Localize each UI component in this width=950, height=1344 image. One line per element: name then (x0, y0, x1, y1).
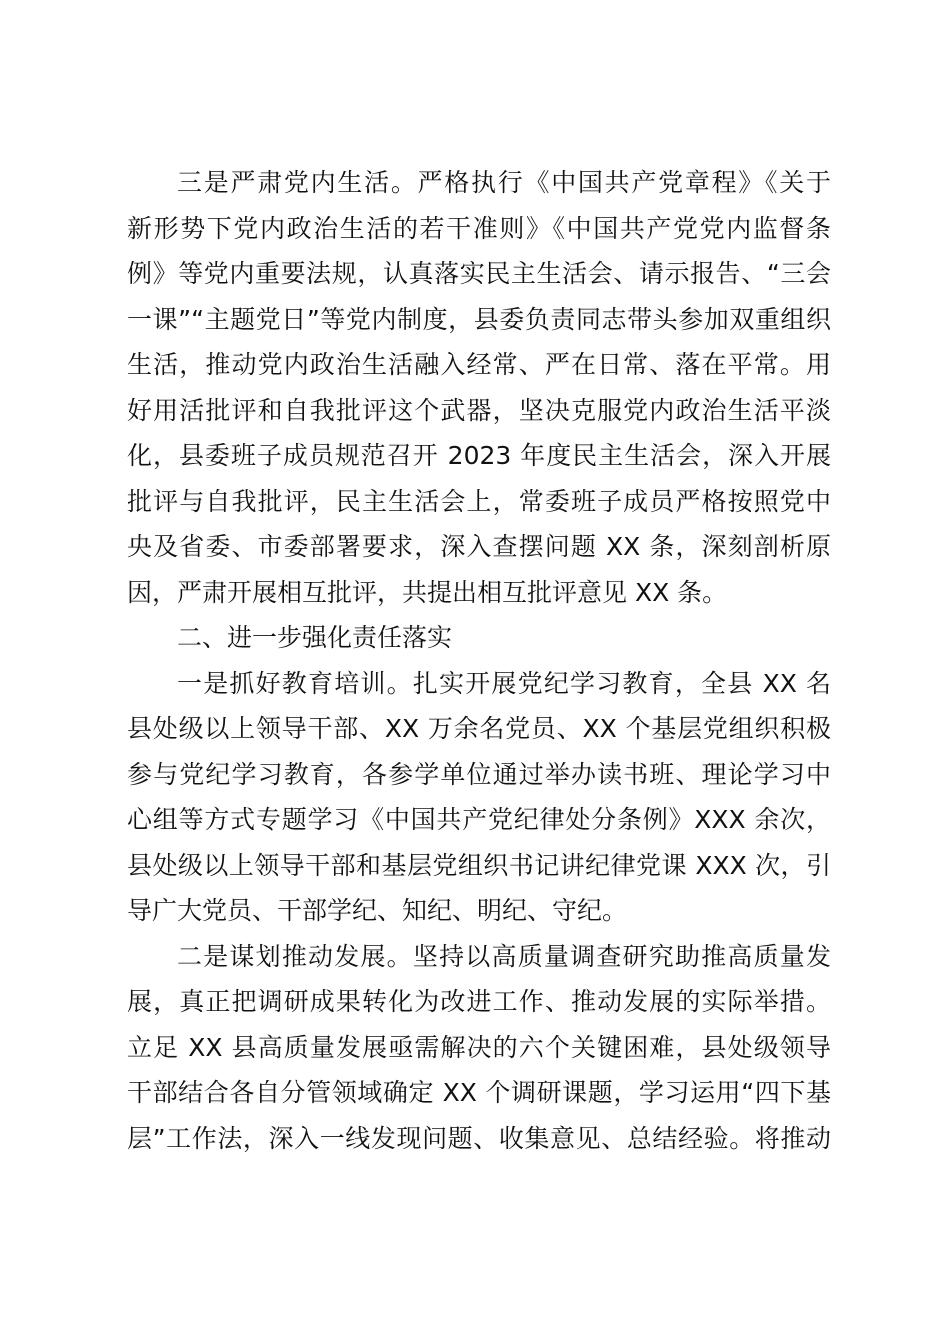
text-line: 参与党纪学习教育，各参学单位通过举办读书班、理论学习中 (127, 759, 831, 789)
text-line: 化，县委班子成员规范召开 2023 年度民主生活会，深入开展 (127, 441, 831, 470)
body-text (127, 160, 831, 1161)
text-line: 央及省委、市委部署要求，深入查摆问题 XX 条，深刻剖析原 (127, 532, 831, 561)
section-heading: 二、进一步强化责任落实 (177, 623, 453, 652)
text-line: 好用活批评和自我批评这个武器，坚决克服党内政治生活平淡 (127, 395, 831, 425)
text-line: 县处级以上领导干部、XX 万余名党员、XX 个基层党组织积极 (127, 714, 831, 743)
text-line: 心组等方式专题学习《中国共产党纪律处分条例》XXX 余次， (127, 805, 831, 834)
text-line: 三是严肃党内生活。严格执行《中国共产党章程》《关于 (177, 168, 831, 197)
text-line: 批评与自我批评，民主生活会上，常委班子成员严格按照党中 (127, 486, 831, 516)
text-line: 层”工作法，深入一线发现问题、收集意见、总结经验。将推动 (127, 1123, 831, 1153)
text-line: 例》等党内重要法规，认真落实民主生活会、请示报告、“三会 (127, 259, 831, 288)
text-line: 生活，推动党内政治生活融入经常、严在日常、落在平常。用 (127, 350, 831, 379)
text-line: 干部结合各自分管领域确定 XX 个调研课题，学习运用“四下基 (127, 1078, 831, 1107)
text-line: 新形势下党内政治生活的若干准则》《中国共产党党内监督条 (127, 213, 831, 243)
text-line: 因，严肃开展相互批评，共提出相互批评意见 XX 条。 (127, 577, 728, 607)
text-line: 县处级以上领导干部和基层党组织书记讲纪律党课 XXX 次，引 (127, 850, 831, 880)
text-line: 导广大党员、干部学纪、知纪、明纪、守纪。 (127, 896, 628, 925)
text-line: 二是谋划推动发展。坚持以高质量调查研究助推高质量发 (177, 941, 831, 971)
text-line: 展，真正把调研成果转化为改进工作、推动发展的实际举措。 (127, 987, 831, 1016)
text-line: 立足 XX 县高质量发展亟需解决的六个关键困难，县处级领导 (127, 1032, 831, 1062)
text-line: 一是抓好教育培训。扎实开展党纪学习教育，全县 XX 名 (177, 668, 831, 698)
text-line: 一课”“主题党日”等党内制度，县委负责同志带头参加双重组织 (127, 304, 831, 334)
